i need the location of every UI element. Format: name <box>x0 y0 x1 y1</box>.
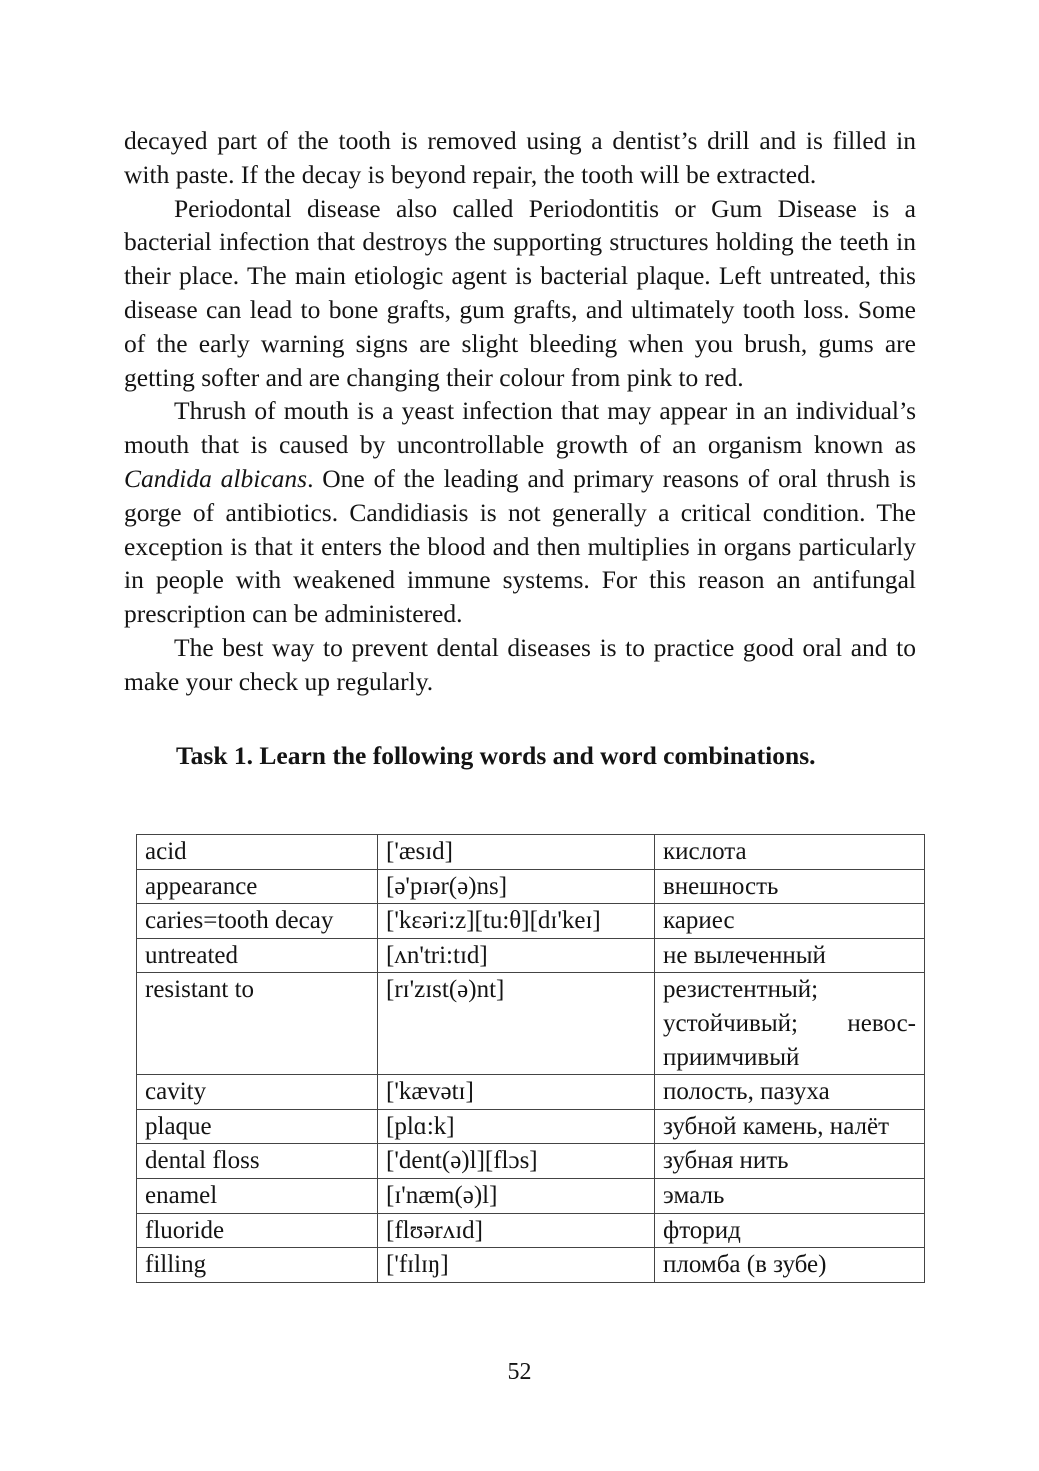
page-number: 52 <box>507 1359 532 1385</box>
transcription-cell: [plɑ:k] <box>378 1109 655 1144</box>
term-cell: caries=tooth decay <box>137 904 378 939</box>
task-heading: Task 1. Learn the following words and word combinations. <box>176 740 816 770</box>
table-row <box>137 1248 925 1283</box>
table-row <box>137 1075 925 1110</box>
table-row <box>137 869 925 904</box>
transcription-cell: [rɪ'zɪst(ə)nt] <box>378 973 655 1075</box>
term-cell: resistant to <box>137 973 378 1075</box>
term-cell: plaque <box>137 1109 378 1144</box>
transcription-cell: ['æsɪd] <box>378 835 655 870</box>
term-cell: cavity <box>137 1075 378 1110</box>
translation-cell: не вылеченный <box>655 938 925 973</box>
transcription-cell: ['dent(ə)l][flɔs] <box>378 1144 655 1179</box>
translation-cell: зубная нить <box>655 1144 925 1179</box>
species-name-italic: Candida albicans <box>124 463 308 493</box>
table-row <box>137 938 925 973</box>
paragraph-oral-thrush-text-before: Thrush of mouth is a yeast infection that may appear in an individual’s mouth that is caused by uncontrollable growth of an organism known as <box>124 396 916 460</box>
term-cell: appearance <box>137 869 378 904</box>
translation-cell: кариес <box>655 904 925 939</box>
table-row <box>137 1213 925 1248</box>
term-cell: acid <box>137 835 378 870</box>
transcription-cell: ['kævətɪ] <box>378 1075 655 1110</box>
paragraph-periodontal-disease: Periodontal disease also called Periodontitis or Gum Disease is a bacterial infection that destroys the supporting structures holding the teeth in their place. The main etiologic agent is bacterial plaque. Left untreated, this disease can lead to bone grafts, gum grafts, and ultimately tooth loss. Some of the early warning signs are slight bleeding when you brush, gums are getting softer and are changing their colour from pink to red. <box>124 193 916 392</box>
table-row <box>137 1144 925 1179</box>
table-row <box>137 973 925 1075</box>
table-row <box>137 904 925 939</box>
transcription-cell: [ɪ'næm(ə)l] <box>378 1178 655 1213</box>
translation-cell: кислота <box>655 835 925 870</box>
table-row <box>137 1178 925 1213</box>
transcription-cell: [flʊərʌɪd] <box>378 1213 655 1248</box>
translation-cell: зубной камень, налёт <box>655 1109 925 1144</box>
transcription-cell: ['fɪlɪŋ] <box>378 1248 655 1283</box>
term-cell: dental floss <box>137 1144 378 1179</box>
paragraph-oral-thrush-text-after: . One of the leading and primary reasons of oral thrush is gorge of antibiotics. Candidiasis is not generally a critical condition. The exception is that it enters the blood and then multiplies in organs particularly in people with weakened immune systems. For this reason an antifungal prescription can be administered. <box>124 463 916 629</box>
translation-cell: пломба (в зубе) <box>655 1248 925 1283</box>
translation-cell: фторид <box>655 1213 925 1248</box>
term-cell: fluoride <box>137 1213 378 1248</box>
transcription-cell: [ə'pɪər(ə)ns] <box>378 869 655 904</box>
translation-cell: эмаль <box>655 1178 925 1213</box>
transcription-cell: [ʌn'tri:tɪd] <box>378 938 655 973</box>
paragraph-prevention: The best way to prevent dental diseases is to practice good oral and to make your check up regularly. <box>124 632 916 696</box>
paragraph-oral-thrush <box>124 394 916 631</box>
transcription-cell: ['kɛəri:z][tu:θ][dɪ'keɪ] <box>378 904 655 939</box>
paragraph-decay-continued: decayed part of the tooth is removed using a dentist’s drill and is filled in with paste. If the decay is beyond repair, the tooth will be extracted. <box>124 126 916 189</box>
term-cell: enamel <box>137 1178 378 1213</box>
page-content <box>124 124 916 772</box>
translation-cell: полость, пазуха <box>655 1075 925 1110</box>
term-cell: untreated <box>137 938 378 973</box>
table-row <box>137 835 925 870</box>
table-row <box>137 1109 925 1144</box>
translation-cell: внешность <box>655 869 925 904</box>
translation-cell: резистентный; устойчивый; невос-приимчивый <box>655 973 925 1075</box>
vocabulary-table <box>136 834 925 1283</box>
term-cell: filling <box>137 1248 378 1283</box>
